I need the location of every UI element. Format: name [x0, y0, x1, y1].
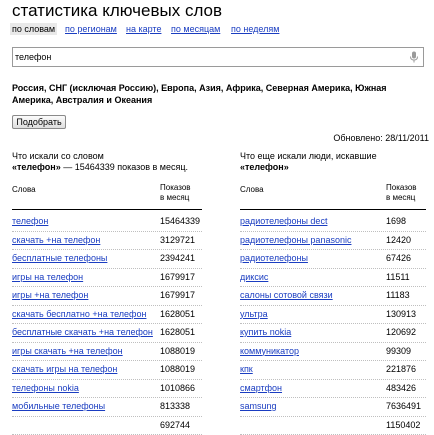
right-table	[240, 213, 426, 435]
table-row	[12, 213, 202, 232]
shows-count: 1628051	[160, 309, 195, 320]
right-col-shows: Показов	[386, 183, 417, 193]
tab-by-words[interactable]: по словам	[10, 23, 57, 35]
keyword-link[interactable]: скачать +на телефон	[12, 235, 100, 246]
left-table	[12, 213, 202, 435]
keyword-link[interactable]: купить nokia	[240, 327, 291, 338]
table-row	[12, 269, 202, 288]
keyword-link[interactable]: игры скачать +на телефон	[12, 346, 123, 357]
shows-count: 2394241	[160, 253, 195, 264]
shows-count: 99309	[386, 346, 411, 357]
shows-count: 813338	[160, 401, 190, 412]
keyword-link[interactable]: бесплатные телефоны	[12, 253, 107, 264]
table-row	[240, 250, 426, 269]
left-heading-line1: Что искали со словом	[12, 151, 202, 162]
tab-by-months[interactable]: по месяцам	[171, 23, 220, 35]
table-row	[12, 417, 202, 435]
right-col-shows-period: в месяц	[386, 193, 417, 203]
regions-list: Россия, СНГ (исключая Россию), Европа, Азия, Африка, Северная Америка, Южная Америка, Австралия и Океания	[12, 82, 424, 106]
right-table-header	[240, 183, 426, 210]
keyword-link[interactable]: ультра	[240, 309, 268, 320]
left-column	[12, 151, 202, 435]
shows-count: 11511	[386, 272, 410, 283]
keyword-link[interactable]: смартфон	[240, 383, 282, 394]
left-col-shows: Показов	[160, 183, 191, 193]
shows-count: 120692	[386, 327, 416, 338]
shows-count: 1010866	[160, 383, 195, 394]
shows-count: 67426	[386, 253, 411, 264]
table-row	[240, 398, 426, 417]
keyword-link[interactable]: радиотелефоны	[240, 253, 308, 264]
keyword-link[interactable]: радиотелефоны dect	[240, 216, 327, 227]
submit-button[interactable]: Подобрать	[12, 115, 66, 129]
page-title: статистика ключевых слов	[12, 1, 222, 21]
table-row	[12, 306, 202, 325]
shows-count: 12420	[386, 235, 411, 246]
right-column	[240, 151, 426, 435]
keyword-link[interactable]: скачать бесплатно +на телефон	[12, 309, 146, 320]
table-row	[240, 324, 426, 343]
keyword-link[interactable]: samsung	[240, 401, 277, 412]
left-col-shows-period: в месяц	[160, 193, 191, 203]
keyword-link[interactable]: телефоны nokia	[12, 383, 79, 394]
table-row	[240, 269, 426, 288]
keyword-link[interactable]: игры на телефон	[12, 272, 83, 283]
left-heading-word: «телефон»	[12, 162, 61, 172]
keyword-link[interactable]: диксис	[240, 272, 268, 283]
shows-count: 1628051	[160, 327, 195, 338]
left-table-header	[12, 183, 202, 210]
search-box	[12, 47, 424, 67]
shows-count: 1150402	[386, 420, 420, 431]
table-row	[12, 232, 202, 251]
shows-count: 483426	[386, 383, 416, 394]
shows-count: 3129721	[160, 235, 195, 246]
shows-count: 130913	[386, 309, 416, 320]
keyword-link[interactable]: радиотелефоны panasonic	[240, 235, 351, 246]
tab-by-regions[interactable]: по регионам	[65, 23, 117, 35]
table-row	[240, 417, 426, 435]
updated-date: Обновлено: 28/11/2011	[333, 132, 429, 144]
table-row	[240, 232, 426, 251]
keyword-link[interactable]: игры +на телефон	[12, 290, 88, 301]
table-row	[12, 324, 202, 343]
table-row	[240, 343, 426, 362]
keyword-link[interactable]: кпк	[240, 364, 253, 375]
left-heading	[12, 151, 202, 177]
left-col-words: Слова	[12, 185, 36, 195]
shows-count: 1679917	[160, 272, 195, 283]
shows-count: 11183	[386, 290, 410, 301]
keyword-link[interactable]: скачать игры на телефон	[12, 364, 117, 375]
shows-count: 1088019	[160, 346, 195, 357]
right-col-words: Слова	[240, 185, 264, 195]
shows-count: 1679917	[160, 290, 195, 301]
shows-count: 7636491	[386, 401, 421, 412]
right-heading-line1: Что еще искали люди, искавшие	[240, 151, 426, 162]
keyword-link[interactable]: мобильные телефоны	[12, 401, 105, 412]
right-heading	[240, 151, 426, 177]
shows-count: 692744	[160, 420, 190, 431]
right-heading-word: «телефон»	[240, 162, 289, 172]
shows-count: 1088019	[160, 364, 195, 375]
keyword-link[interactable]: телефон	[12, 216, 48, 227]
left-heading-rest: — 15464339 показов в месяц.	[61, 162, 188, 172]
table-row	[12, 361, 202, 380]
keyword-link[interactable]: салоны сотовой связи	[240, 290, 333, 301]
table-row	[240, 380, 426, 399]
keyword-link[interactable]: коммуникатор	[240, 346, 299, 357]
microphone-icon[interactable]	[409, 51, 419, 63]
tab-on-map[interactable]: на карте	[126, 23, 161, 35]
table-row	[240, 306, 426, 325]
keyword-link[interactable]: бесплатные скачать +на телефон	[12, 327, 153, 338]
table-row	[12, 343, 202, 362]
table-row	[12, 250, 202, 269]
shows-count: 221876	[386, 364, 416, 375]
table-row	[12, 398, 202, 417]
table-row	[240, 287, 426, 306]
table-row	[12, 287, 202, 306]
search-input[interactable]	[15, 49, 395, 65]
tab-by-weeks[interactable]: по неделям	[231, 23, 279, 35]
shows-count: 1698	[386, 216, 406, 227]
table-row	[240, 361, 426, 380]
table-row	[240, 213, 426, 232]
shows-count: 15464339	[160, 216, 200, 227]
table-row	[12, 380, 202, 399]
